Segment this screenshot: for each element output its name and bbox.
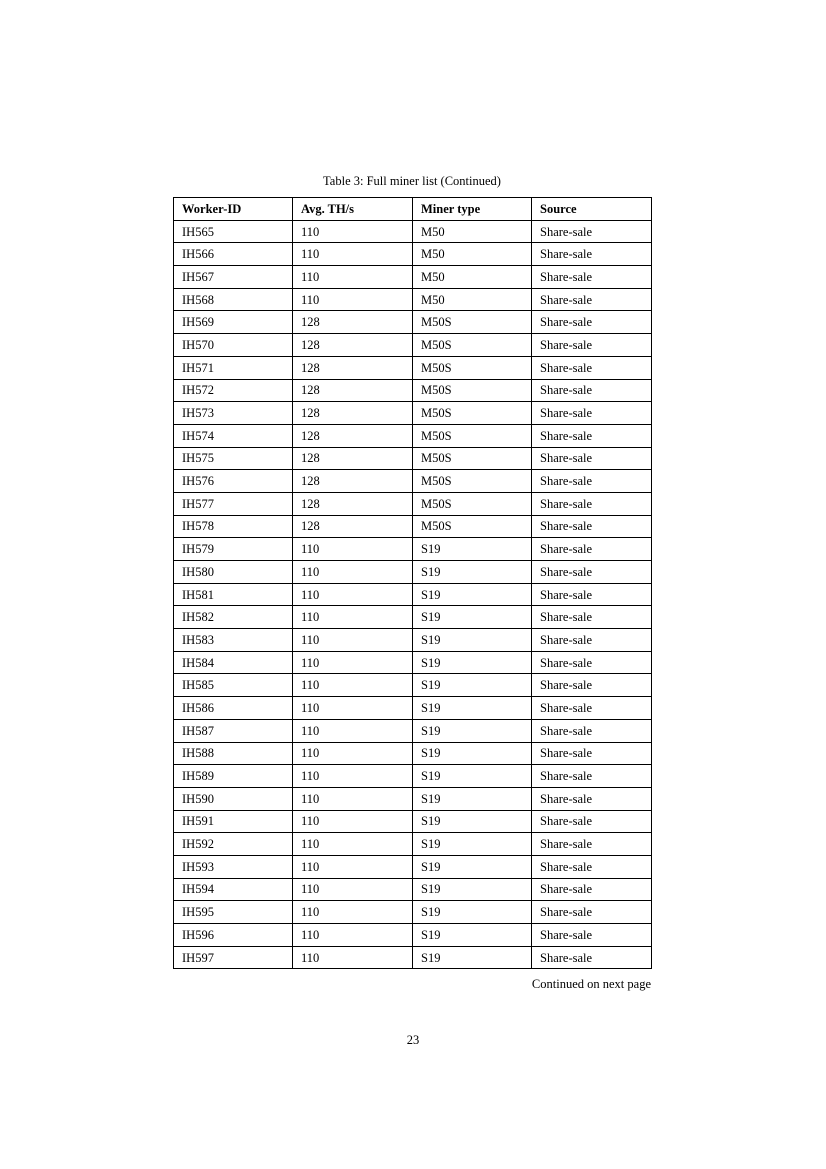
source-cell: Share-sale [532, 492, 652, 515]
avg-ths-cell: 128 [293, 402, 413, 425]
avg-ths-cell: 128 [293, 311, 413, 334]
worker-id-cell: IH583 [174, 629, 293, 652]
source-cell: Share-sale [532, 356, 652, 379]
worker-id-cell: IH594 [174, 878, 293, 901]
source-cell: Share-sale [532, 515, 652, 538]
worker-id-cell: IH571 [174, 356, 293, 379]
source-cell: Share-sale [532, 810, 652, 833]
table-row [174, 356, 652, 379]
miner-type-cell: S19 [413, 697, 532, 720]
table-row [174, 288, 652, 311]
miner-type-cell: M50S [413, 311, 532, 334]
worker-id-cell: IH565 [174, 220, 293, 243]
table-row [174, 220, 652, 243]
avg-ths-cell: 110 [293, 651, 413, 674]
source-cell: Share-sale [532, 855, 652, 878]
miner-type-cell: M50 [413, 243, 532, 266]
source-cell: Share-sale [532, 379, 652, 402]
miner-type-cell: S19 [413, 606, 532, 629]
miner-type-cell: S19 [413, 765, 532, 788]
worker-id-cell: IH586 [174, 697, 293, 720]
miner-type-cell: M50S [413, 492, 532, 515]
table-row [174, 470, 652, 493]
avg-ths-cell: 128 [293, 379, 413, 402]
source-cell: Share-sale [532, 266, 652, 289]
avg-ths-cell: 110 [293, 697, 413, 720]
avg-ths-cell: 110 [293, 765, 413, 788]
table-row [174, 924, 652, 947]
avg-ths-cell: 110 [293, 220, 413, 243]
header-source: Source [532, 198, 652, 221]
miner-type-cell: S19 [413, 629, 532, 652]
worker-id-cell: IH582 [174, 606, 293, 629]
worker-id-cell: IH570 [174, 334, 293, 357]
source-cell: Share-sale [532, 288, 652, 311]
table-row [174, 901, 652, 924]
source-cell: Share-sale [532, 629, 652, 652]
miner-type-cell: M50 [413, 266, 532, 289]
avg-ths-cell: 128 [293, 492, 413, 515]
miner-type-cell: M50S [413, 402, 532, 425]
miner-type-cell: M50S [413, 334, 532, 357]
miner-type-cell: S19 [413, 855, 532, 878]
table-row [174, 697, 652, 720]
table-row [174, 651, 652, 674]
table-row [174, 742, 652, 765]
worker-id-cell: IH574 [174, 424, 293, 447]
table-row [174, 538, 652, 561]
table-row [174, 243, 652, 266]
page-number: 23 [406, 1033, 420, 1047]
source-cell: Share-sale [532, 697, 652, 720]
avg-ths-cell: 110 [293, 719, 413, 742]
miner-type-cell: M50S [413, 356, 532, 379]
avg-ths-cell: 128 [293, 515, 413, 538]
table-row [174, 492, 652, 515]
table-row [174, 311, 652, 334]
avg-ths-cell: 110 [293, 810, 413, 833]
table-caption: Table 3: Full miner list (Continued) [323, 174, 501, 188]
header-avg-ths: Avg. TH/s [293, 198, 413, 221]
miner-type-cell: M50S [413, 424, 532, 447]
avg-ths-cell: 110 [293, 946, 413, 969]
table-row [174, 787, 652, 810]
source-cell: Share-sale [532, 742, 652, 765]
table-row [174, 334, 652, 357]
avg-ths-cell: 128 [293, 334, 413, 357]
source-cell: Share-sale [532, 447, 652, 470]
table-row [174, 583, 652, 606]
avg-ths-cell: 110 [293, 606, 413, 629]
miner-type-cell: S19 [413, 561, 532, 584]
miner-type-cell: M50S [413, 470, 532, 493]
miner-type-cell: S19 [413, 674, 532, 697]
table-row [174, 606, 652, 629]
worker-id-cell: IH592 [174, 833, 293, 856]
miner-type-cell: S19 [413, 538, 532, 561]
continued-note: Continued on next page [531, 977, 651, 991]
table-row [174, 266, 652, 289]
avg-ths-cell: 110 [293, 674, 413, 697]
worker-id-cell: IH585 [174, 674, 293, 697]
source-cell: Share-sale [532, 651, 652, 674]
miner-type-cell: S19 [413, 651, 532, 674]
miner-type-cell: S19 [413, 946, 532, 969]
source-cell: Share-sale [532, 946, 652, 969]
avg-ths-cell: 110 [293, 787, 413, 810]
header-miner-type: Miner type [413, 198, 532, 221]
source-cell: Share-sale [532, 901, 652, 924]
miner-type-cell: S19 [413, 901, 532, 924]
source-cell: Share-sale [532, 833, 652, 856]
avg-ths-cell: 128 [293, 356, 413, 379]
miner-type-cell: M50S [413, 515, 532, 538]
table-row [174, 379, 652, 402]
source-cell: Share-sale [532, 878, 652, 901]
source-cell: Share-sale [532, 424, 652, 447]
worker-id-cell: IH590 [174, 787, 293, 810]
source-cell: Share-sale [532, 606, 652, 629]
source-cell: Share-sale [532, 765, 652, 788]
avg-ths-cell: 110 [293, 561, 413, 584]
table-row [174, 810, 652, 833]
miner-type-cell: S19 [413, 810, 532, 833]
table-row [174, 447, 652, 470]
avg-ths-cell: 110 [293, 629, 413, 652]
miner-table [173, 197, 652, 969]
source-cell: Share-sale [532, 311, 652, 334]
avg-ths-cell: 110 [293, 243, 413, 266]
worker-id-cell: IH567 [174, 266, 293, 289]
miner-type-cell: S19 [413, 719, 532, 742]
source-cell: Share-sale [532, 583, 652, 606]
avg-ths-cell: 110 [293, 855, 413, 878]
table-row [174, 402, 652, 425]
table-row [174, 629, 652, 652]
header-worker-id: Worker-ID [174, 198, 293, 221]
miner-type-cell: S19 [413, 583, 532, 606]
worker-id-cell: IH579 [174, 538, 293, 561]
worker-id-cell: IH569 [174, 311, 293, 334]
worker-id-cell: IH593 [174, 855, 293, 878]
table-body [174, 220, 652, 969]
table-row [174, 765, 652, 788]
source-cell: Share-sale [532, 674, 652, 697]
source-cell: Share-sale [532, 243, 652, 266]
source-cell: Share-sale [532, 220, 652, 243]
table-row [174, 878, 652, 901]
table-row [174, 424, 652, 447]
source-cell: Share-sale [532, 334, 652, 357]
source-cell: Share-sale [532, 924, 652, 947]
table-row [174, 855, 652, 878]
avg-ths-cell: 110 [293, 266, 413, 289]
worker-id-cell: IH597 [174, 946, 293, 969]
avg-ths-cell: 128 [293, 447, 413, 470]
table-row [174, 515, 652, 538]
avg-ths-cell: 110 [293, 288, 413, 311]
worker-id-cell: IH581 [174, 583, 293, 606]
source-cell: Share-sale [532, 402, 652, 425]
miner-type-cell: M50S [413, 379, 532, 402]
miner-type-cell: M50 [413, 288, 532, 311]
worker-id-cell: IH572 [174, 379, 293, 402]
worker-id-cell: IH576 [174, 470, 293, 493]
worker-id-cell: IH573 [174, 402, 293, 425]
avg-ths-cell: 110 [293, 924, 413, 947]
avg-ths-cell: 110 [293, 878, 413, 901]
miner-type-cell: M50S [413, 447, 532, 470]
miner-type-cell: S19 [413, 742, 532, 765]
worker-id-cell: IH596 [174, 924, 293, 947]
avg-ths-cell: 110 [293, 833, 413, 856]
worker-id-cell: IH580 [174, 561, 293, 584]
table-row [174, 946, 652, 969]
miner-type-cell: S19 [413, 924, 532, 947]
worker-id-cell: IH577 [174, 492, 293, 515]
source-cell: Share-sale [532, 719, 652, 742]
avg-ths-cell: 110 [293, 901, 413, 924]
worker-id-cell: IH578 [174, 515, 293, 538]
table-row [174, 833, 652, 856]
avg-ths-cell: 128 [293, 470, 413, 493]
source-cell: Share-sale [532, 787, 652, 810]
avg-ths-cell: 110 [293, 742, 413, 765]
table-row [174, 719, 652, 742]
miner-type-cell: S19 [413, 833, 532, 856]
miner-type-cell: M50 [413, 220, 532, 243]
worker-id-cell: IH591 [174, 810, 293, 833]
avg-ths-cell: 110 [293, 538, 413, 561]
worker-id-cell: IH588 [174, 742, 293, 765]
worker-id-cell: IH595 [174, 901, 293, 924]
source-cell: Share-sale [532, 470, 652, 493]
worker-id-cell: IH584 [174, 651, 293, 674]
worker-id-cell: IH568 [174, 288, 293, 311]
worker-id-cell: IH566 [174, 243, 293, 266]
worker-id-cell: IH587 [174, 719, 293, 742]
source-cell: Share-sale [532, 538, 652, 561]
table-header-row [174, 198, 652, 221]
worker-id-cell: IH589 [174, 765, 293, 788]
miner-type-cell: S19 [413, 787, 532, 810]
avg-ths-cell: 128 [293, 424, 413, 447]
miner-type-cell: S19 [413, 878, 532, 901]
table-row [174, 561, 652, 584]
worker-id-cell: IH575 [174, 447, 293, 470]
avg-ths-cell: 110 [293, 583, 413, 606]
source-cell: Share-sale [532, 561, 652, 584]
table-row [174, 674, 652, 697]
